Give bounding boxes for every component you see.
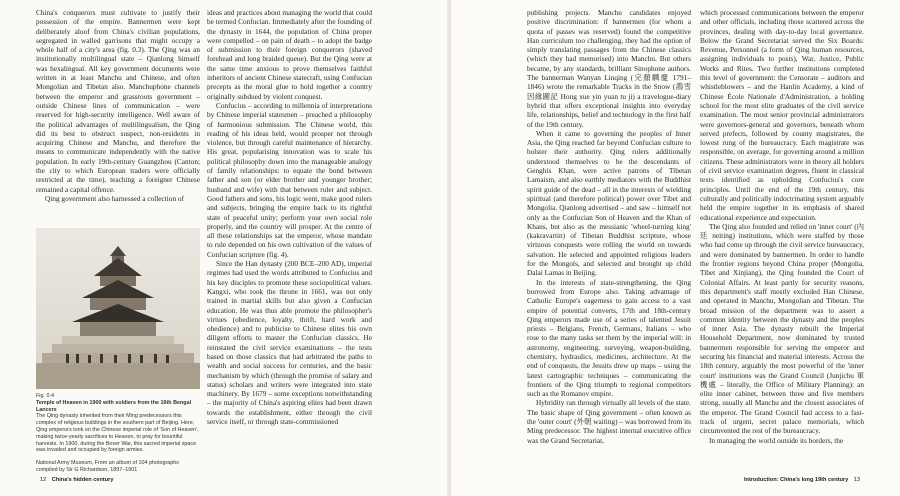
figure-credit: National Army Museum, From an album of 104 photographs compiled by Sir G Richardson, 1897–1901 bbox=[36, 460, 179, 473]
temple-of-heaven-photo bbox=[36, 228, 200, 389]
paragraph: In the interests of state-strengthening, the Qing borrowed from Europe also. Taking advantage of Catholic Europe's eagerness to gain access to a vast empire of potential converts, 17th and 18th-century Qing emperors made use of a series of talented Jesuit priests – Belgians, French, Germans, Italians – who rose to the many tasks set them by the imperial will: in astronomy, engineering, surveying, weapon-building, chemistry, hydraulics, medicines, architecture. At the end of conquests, the Jesuits drew up maps – using the latest cartographic techniques – communicating the frontiers of the Qing triumph to regional competitors such as the Romanov empire. bbox=[527, 277, 691, 399]
paragraph: Confucius – according to millennia of interpretations by Chinese imperial statesmen – preached a philosophy of harmonious submission. The Chinese world, this reading of his ideas held, would prosper not through violence, but through careful maintenance of hierarchy. His great, popularising innovation was to scale his political philosophy down into the manageable analogy of family relationships: to equate the bond between father and son (or elder brother and younger brother; husband and wife) with that between ruler and subject. Good fathers and sons, his logic went, make good rulers and subjects, bringing the empire back to its rightful state of peaceful unity; perform your own social role properly, and the country will prosper. At the centre of all these relationships sat the emperor, whose mandate to rule depended on his own cultivation of the values of Confucian scripture (fig. 4). bbox=[207, 100, 372, 259]
paragraph: In managing the world outside its borders, the bbox=[709, 435, 844, 445]
paragraph: The Qing also founded and relied on 'inner court' (內廷 neiting) institutions, which were staffed by those who had come up through the civil service bureaucracy, and were dominated by bannermen. In order to handle the frontier regions beyond China proper (Mongolia, Tibet and Xinjiang), the Qing founded the Court of Colonial Affairs. At least partly for security reasons, this department's staff mostly excluded Han Chinese, and operated in Manchu, Mongolian and Tibetan. The broad mission of the department was to assert a common identity between the dynasty and the peoples of inner Asia. The dynasty rebuilt the Imperial Household Department, now dominated by trusted bannermen responsible for serving the emperor and securing his financial and material interests. Across the 18th century, arguably the most powerful of the 'inner court' institutions was the Grand Council (Junjichu 軍機處 – literally, the Office of Military Planning): an elite inner cabinet, between three and five members strong, usually all Manchu and the closest associates of the emperor. The Grand Council had access to a fast-track of urgent, secret palace memorials, which circumvented the rest of the bureaucracy. bbox=[700, 221, 864, 436]
paragraph: China's conquerors must cultivate to justify their possession of the empire. Bannermen were kept deliberately aloof from China's civilian populations, segregated in walled garrisons that might occupy a whole half of a city's area (fig. 0.3). The Qing was an institutionally multilingual state – Qianlong himself was hexalingual. All key government documents were written in at least Manchu and Chinese, and often Mongolian and Tibetan also. Manchuphone channels between the emperor and grassroots government – outside Chinese lines of communication – were reserved for high-security intelligence. Well aware of the political advantages of multilingualism, the Qing did its best to obstruct suspect, non-residents in acquiring Chinese and Manchu, and therefore the means to communicate independently with the native population. In early 19th-century Guangzhou (Canton; the city to which European traders were officially restricted at the time), teaching a foreigner Chinese remained a capital offence. bbox=[36, 8, 200, 194]
paragraph: Since the Han dynasty (200 BCE–200 AD), imperial regimes had used the words attributed to Confucius and his key disciples to promote these sociopolitical values. Kangxi, who took the throne in 1661, was not only trained in martial skills but also given a Confucian education. He was thus able promote the philosopher's virtues (obedience, loyalty, thrift, hard work and obedience) and to publicise to Chinese elites his own diligent efforts to master the Confucian classics. He reinstated the civil service examinations – the tests based on those classics that had arbitrated the paths to wealth and social success for centuries, and the basic mechanism by which (through the promise of salary and status) scholars and writers were integrated into state machinery. By 1679 – some exceptions notwithstanding – the majority of China's aspiring elites had been drawn towards the establishment, either through the civil service itself, or through state-commissioned bbox=[207, 259, 372, 427]
right-page-footer bbox=[744, 477, 864, 483]
figure-description: The Qing dynasty inherited from their Ming predecessors this complex of religious buildings in the southern part of Beijing. Here, Qing emperors took on the Chinese imperial role of 'Son of Heaven', making twice-yearly sacrifices to Heaven, to pray for bountiful harvests. In 1900, during the Boxer War, this sacred imperial space was invaded and occupied by foreign armies. bbox=[36, 413, 199, 454]
figure-caption bbox=[36, 393, 200, 474]
running-title: China's hidden century bbox=[51, 477, 114, 483]
paragraph: publishing projects. Manchu candidates enjoyed positive discrimination: if bannermen (for whom a quota of passes was reserved) found the competitive Han curriculum too challenging, they had the option of simply translating passages from the Chinese classics (which they had memorised) into Manchu. But others became, by any standards, brilliant Sinophone authors. The bannerman Wanyan Linqing (完顏麟慶 1791–1846) wrote the remarkable Tracks in the Snow (鴻雪因緣圖記 Hong xue yin yuan tu ji) a travelogue-diary hybrid that offers exceptional insights into everyday life, relationships, belief and technology in the first half of the 19th century. bbox=[527, 8, 691, 129]
left-page bbox=[0, 0, 449, 496]
left-page-footer bbox=[36, 477, 113, 483]
left-column-1 bbox=[36, 8, 200, 203]
page-number: 12 bbox=[40, 477, 47, 483]
running-title: Introduction: China's long 19th century bbox=[744, 477, 849, 483]
paragraph: When it came to governing the peoples of Inner Asia, the Qing reached far beyond Confucian culture to bolster their authority. Qing rulers additionally understood themselves to be the descendants of Genghis Khan, were active patrons of Tibetan Lamaism, and also earthly mediators with the Buddhist spirit guide of the dead – all in the interests of wielding spiritual (and therefore political) power over Tibet and Mongolia. Qianlong advertised – and saw – himself not only as the Confucian Son of Heaven and the Khan of Khans, but also as the messianic 'wheel-turning king' (kakravartin) of Tibetan Buddhist scripture, whose virtuous conquests were rolling the world on towards salvation. He selected and appointed religious leaders for the Mongols, and selected and brought up child Dalai Lamas in Beijing. bbox=[527, 128, 691, 278]
paragraph: Qing government also harnessed a collection of bbox=[45, 193, 185, 203]
figure-title: Temple of Heaven in 1900 with soldiers from the 16th Bengal Lancers bbox=[36, 399, 192, 413]
paragraph: which processed communications between the emperor and other officials, including those scattered across the provinces, dealing with day-to-day local governance. Below the Grand Secretariat served the Six Boards: Revenue, Personnel (a form of Qing human resources, assigning individuals to posts), War, Justice, Public Works and Rites. Two further institutions completed this level of government: the Censorate – auditors and whistleblowers – and the Hanlin Academy, a kind of Chinese École Nationale d'Administration, a holding school for the most elite graduates of the civil service examination. The most senior provincial administrators were governors-general and governors, beneath whom served prefects, followed by county magistrates, the lowest rung of the bureaucracy. Each magistrate was responsible, on average, for governing around a million citizens. These administrators were in theory all holders of civil service examination degrees, fluent in classical texts identified as upholding Confucius's core principles. Until the end of the 19th century, this culturally and politically indoctrinating system arguably held the empire together in its emphasis of shared educational experience and expectation. bbox=[700, 8, 864, 222]
right-column-1 bbox=[527, 8, 691, 445]
paragraph: ideas and practices about managing the world that could be termed Confucian. Immediately after the founding of the dynasty in 1644, the population of China proper were compelled – on pain of death – to adopt the badge of submission to their foreign conquerors (shaved forehead and long braided queue). But the Qing were at the same time anxious to prove themselves faithful inheritors of ancient Chinese statecraft, using Confucian precepts as the moral glue to hold together a country originally subdued by violent conquest. bbox=[207, 8, 372, 101]
right-column-2 bbox=[700, 8, 864, 445]
figure-number: Fig. 0.4 bbox=[36, 393, 54, 399]
left-column-2 bbox=[207, 8, 372, 426]
temple-illustration bbox=[36, 228, 200, 389]
page-number: 13 bbox=[853, 477, 860, 483]
paragraph: Hybridity ran through virtually all levels of the state. The basic shape of Qing government – often known as the 'outer court' (外朝 waiting) – was borrowed from its Ming predecessor. The highest internal executive office was the Grand Secretariat, bbox=[527, 398, 691, 445]
